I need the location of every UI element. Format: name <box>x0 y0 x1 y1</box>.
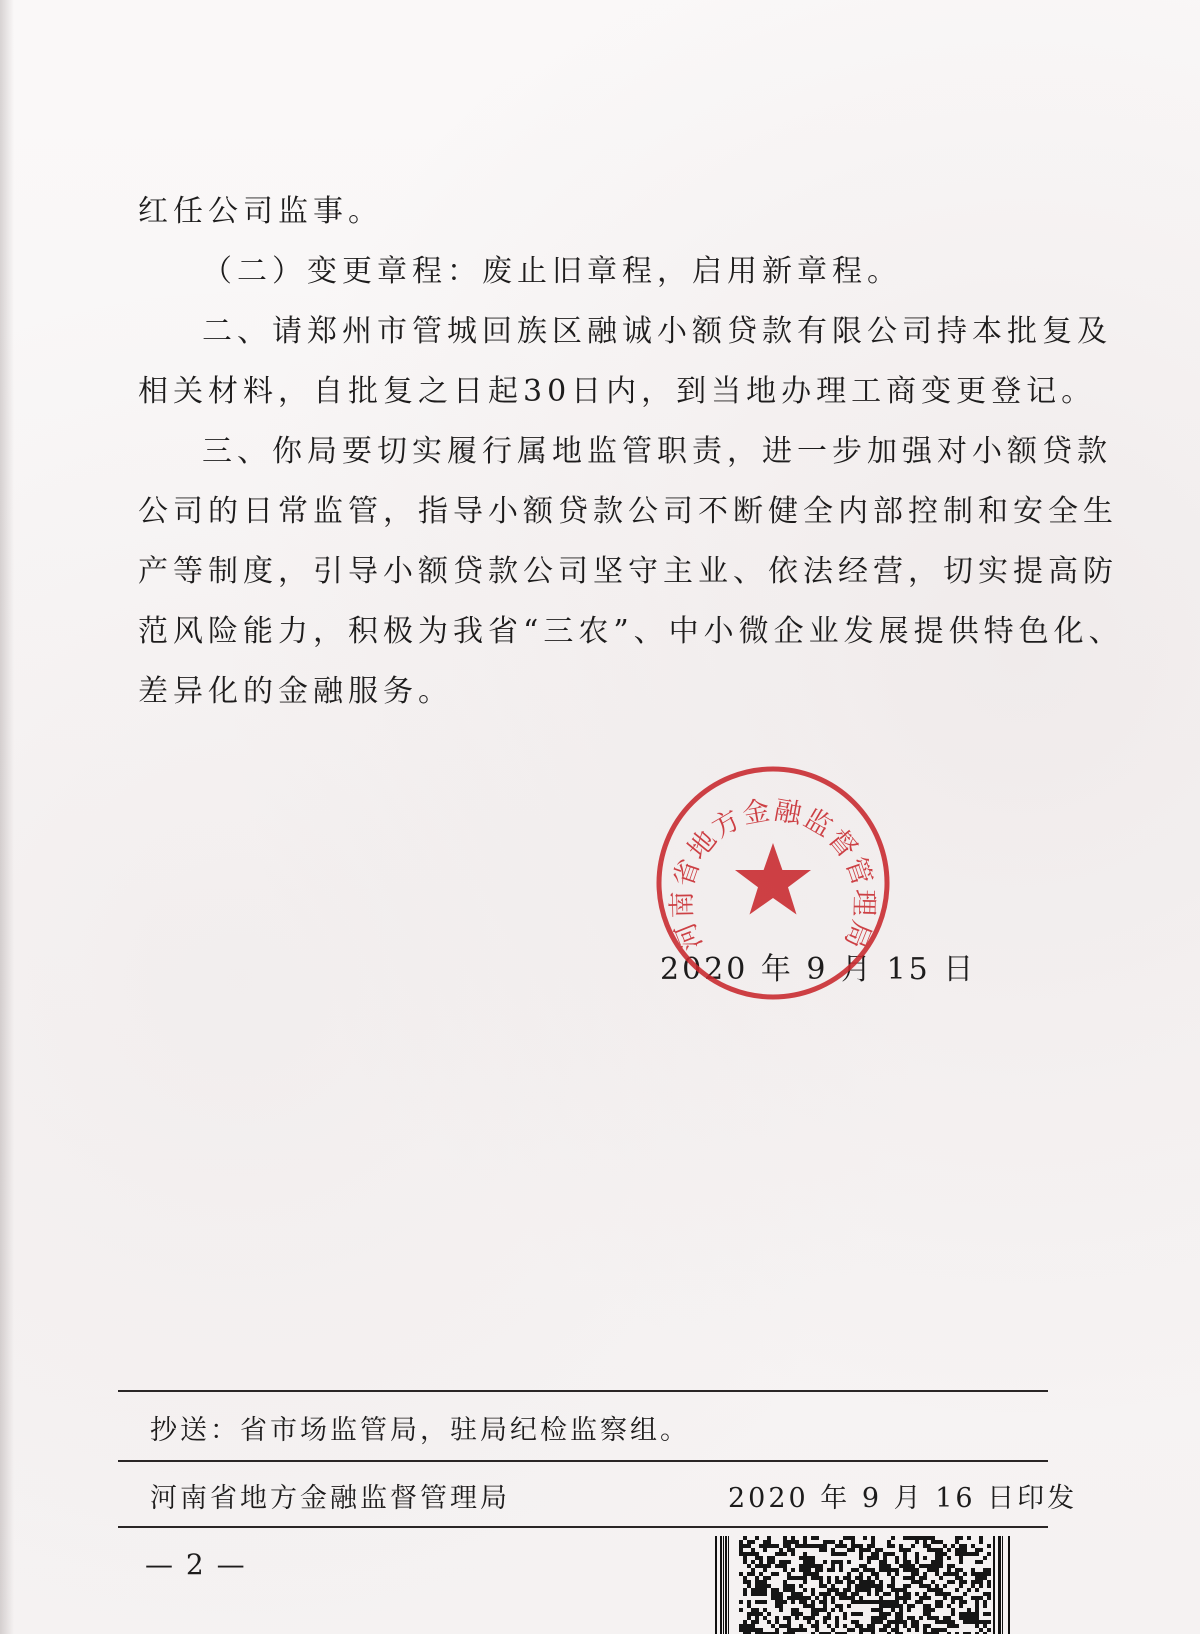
body-line: 相关材料，自批复之日起30日内，到当地办理工商变更登记。 <box>138 374 1097 409</box>
page-edge-shadow <box>0 0 14 1634</box>
body-line: 三、你局要切实履行属地监管职责，进一步加强对小额贷款 <box>202 434 1112 469</box>
signature-date: 2020 年 9 月 15 日 <box>660 952 977 987</box>
official-seal-icon <box>653 763 893 1003</box>
footer-rule-bottom <box>118 1526 1048 1528</box>
body-line: 红任公司监事。 <box>138 194 383 229</box>
footer-rule-middle <box>118 1460 1048 1462</box>
page-number: — 2 — <box>145 1548 247 1581</box>
body-line: 产等制度，引导小额贷款公司坚守主业、依法经营，切实提高防 <box>138 554 1118 589</box>
issue-date: 2020 年 9 月 16 日印发 <box>728 1483 1078 1514</box>
cc-line: 抄送：省市场监管局，驻局纪检监察组。 <box>150 1415 690 1446</box>
document-body <box>138 182 1124 722</box>
issuer-name: 河南省地方金融监督管理局 <box>150 1483 510 1514</box>
body-line: （二）变更章程：废止旧章程，启用新章程。 <box>202 254 902 289</box>
body-line: 公司的日常监管，指导小额贷款公司不断健全内部控制和安全生 <box>138 494 1118 529</box>
body-line: 范风险能力，积极为我省“三农”、中小微企业发展提供特色化、 <box>138 614 1124 649</box>
document-code-icon <box>715 1536 1015 1634</box>
footer-rule-top <box>118 1390 1048 1392</box>
body-line: 差异化的金融服务。 <box>138 674 453 709</box>
body-line: 二、请郑州市管城回族区融诚小额贷款有限公司持本批复及 <box>202 314 1112 349</box>
svg-text:河南省地方金融监督管理局: 河南省地方金融监督管理局 <box>666 794 880 955</box>
